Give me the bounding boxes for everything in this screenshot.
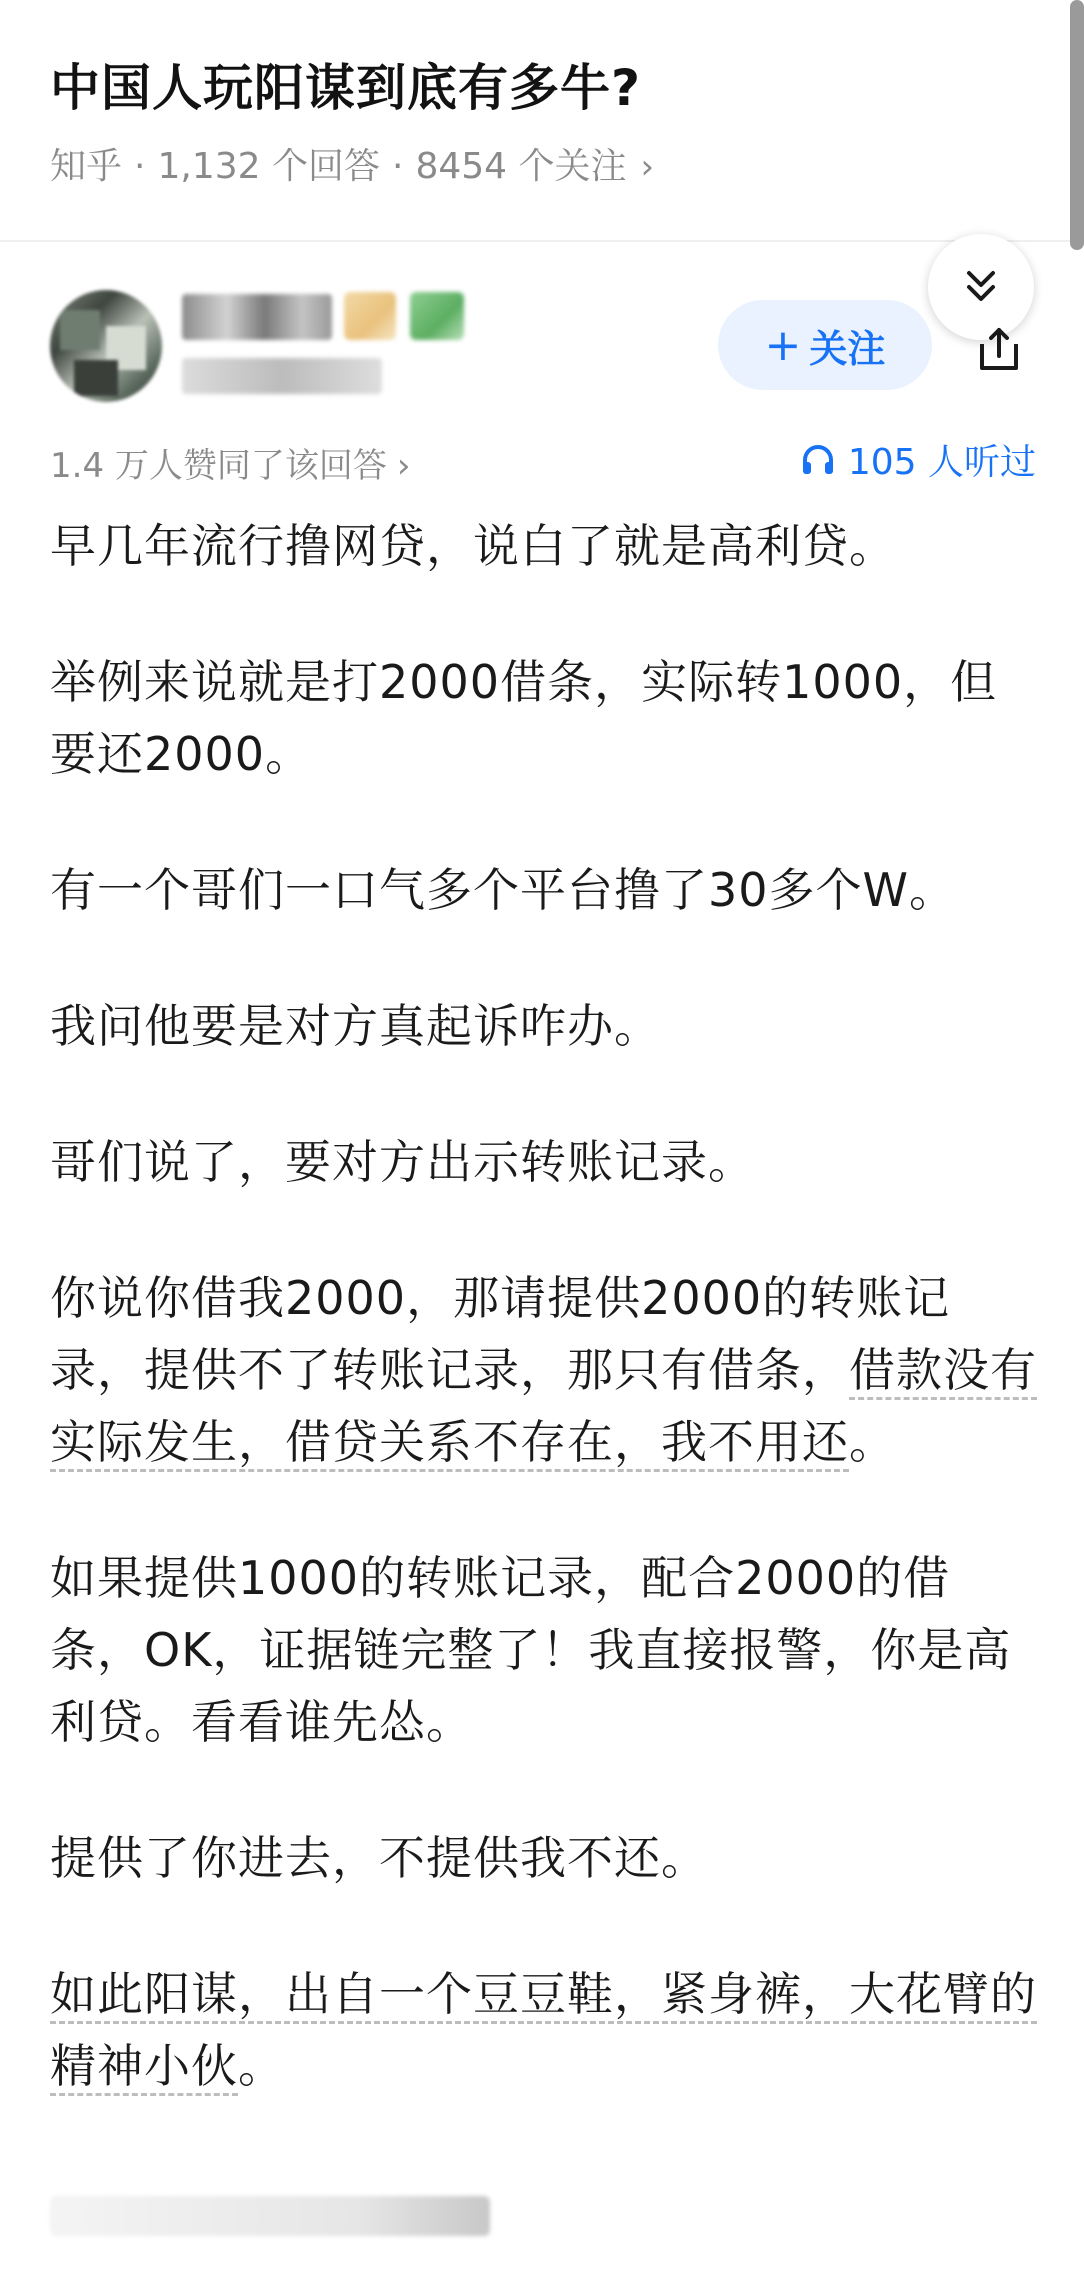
author-badge [344, 292, 396, 340]
votes-summary[interactable] [50, 438, 411, 487]
avatar-pixel [60, 310, 100, 350]
double-chevron-down-icon [959, 265, 1003, 309]
header-divider [0, 240, 1084, 242]
author-avatar[interactable] [50, 290, 162, 402]
paragraph-text: 。 [849, 1415, 896, 1469]
answer-paragraph: 有一个哥们一口气多个平台撸了30多个W。 [50, 863, 957, 917]
answer-paragraph [50, 1958, 1040, 2102]
author-badge [410, 292, 464, 340]
meta-separator: · [391, 146, 404, 187]
answer-paragraph [50, 1262, 1040, 1478]
plus-icon: + [764, 319, 802, 371]
answer-paragraph: 举例来说就是打2000借条，实际转1000，但要还2000。 [50, 655, 998, 781]
collapse-button[interactable] [928, 234, 1034, 340]
share-icon[interactable] [974, 326, 1024, 376]
votes-count: 1.4 万人赞同了该回答 [50, 446, 387, 486]
paragraph-text: 。 [238, 2039, 285, 2093]
question-header[interactable] [0, 0, 1084, 240]
answer-paragraph: 如果提供1000的转账记录，配合2000的借条，OK，证据链完整了！我直接报警，你是高利贷。看看谁先怂。 [50, 1551, 1012, 1749]
question-title[interactable]: 中国人玩阳谋到底有多牛? [50, 59, 642, 117]
paragraph-text: 你说你借我2000，那请提供2000的转账记录，提供不了转账记录，那只有借条， [50, 1271, 951, 1397]
author-bio-blurred [182, 358, 382, 394]
question-meta[interactable] [50, 138, 654, 189]
avatar-pixel [74, 360, 118, 396]
answer-content [50, 510, 1040, 2166]
author-name-blurred[interactable] [182, 294, 332, 340]
listen-button[interactable] [800, 434, 1036, 485]
highlighted-phrase[interactable]: 如此阳谋，出自一个豆豆鞋，紧身裤，大花臂的精神小伙 [50, 1967, 1037, 2096]
chevron-right-icon: › [396, 446, 411, 486]
answer-count: 1,132 个回答 [157, 146, 380, 187]
highlighted-phrase[interactable]: 借款没有实际发生，借贷关系不存在，我不用还 [50, 1343, 1037, 1472]
answer-paragraph: 哥们说了，要对方出示转账记录。 [50, 1135, 755, 1189]
source-label: 知乎 [50, 146, 123, 187]
follower-count: 8454 个关注 [415, 146, 627, 187]
chevron-right-icon: › [640, 147, 655, 187]
follow-button[interactable] [718, 300, 932, 390]
answer-paragraph: 早几年流行撸网贷，说白了就是高利贷。 [50, 519, 896, 573]
footer-blurred [50, 2196, 490, 2236]
headphones-icon [800, 442, 836, 478]
scrollbar-thumb[interactable] [1070, 0, 1084, 250]
meta-separator: · [134, 146, 146, 187]
listen-count: 105 人听过 [847, 442, 1036, 483]
answer-paragraph: 提供了你进去，不提供我不还。 [50, 1831, 708, 1885]
follow-label: 关注 [809, 326, 886, 371]
answer-paragraph: 我问他要是对方真起诉咋办。 [50, 999, 661, 1053]
